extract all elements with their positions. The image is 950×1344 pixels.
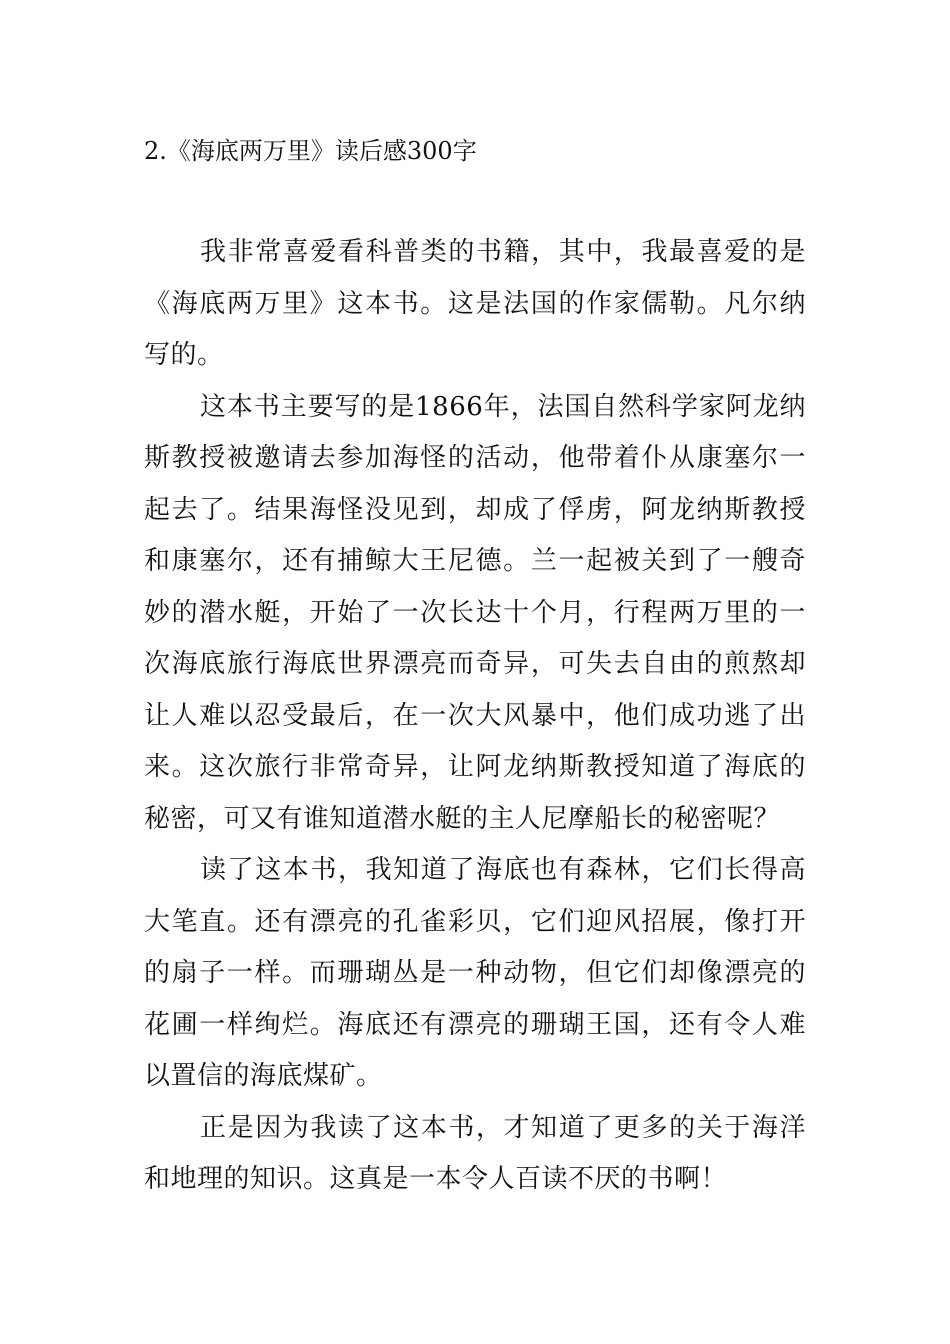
essay-body [144, 227, 806, 1206]
essay-heading: 2.《海底两万里》读后感300字 [144, 137, 477, 165]
paragraph-3: 读了这本书，我知道了海底也有森林，它们长得高大笔直。还有漂亮的孔雀彩贝，它们迎风招展，像打开的扇子一样。而珊瑚丛是一种动物，但它们却像漂亮的花圃一样绚烂。海底还有漂亮的珊瑚王国，还有令人难以置信的海底煤矿。 [144, 855, 806, 1091]
paragraph-1: 我非常喜爱看科普类的书籍，其中，我最喜爱的是《海底两万里》这本书。这是法国的作家儒勒。凡尔纳写的。 [144, 237, 806, 370]
paragraph-4: 正是因为我读了这本书，才知道了更多的关于海洋和地理的知识。这真是一本令人百读不厌的书啊！ [144, 1112, 806, 1194]
paragraph-2: 这本书主要写的是1866年，法国自然科学家阿龙纳斯教授被邀请去参加海怪的活动，他带着仆从康塞尔一起去了。结果海怪没见到，却成了俘虏，阿龙纳斯教授和康塞尔，还有捕鲸大王尼德。兰一起被关到了一艘奇妙的潜水艇，开始了一次长达十个月，行程两万里的一次海底旅行海底世界漂亮而奇异，可失去自由的煎熬却让人难以忍受最后，在一次大风暴中，他们成功逃了出来。这次旅行非常奇异，让阿龙纳斯教授知道了海底的秘密，可又有谁知道潜水艇的主人尼摩船长的秘密呢？ [144, 391, 806, 834]
